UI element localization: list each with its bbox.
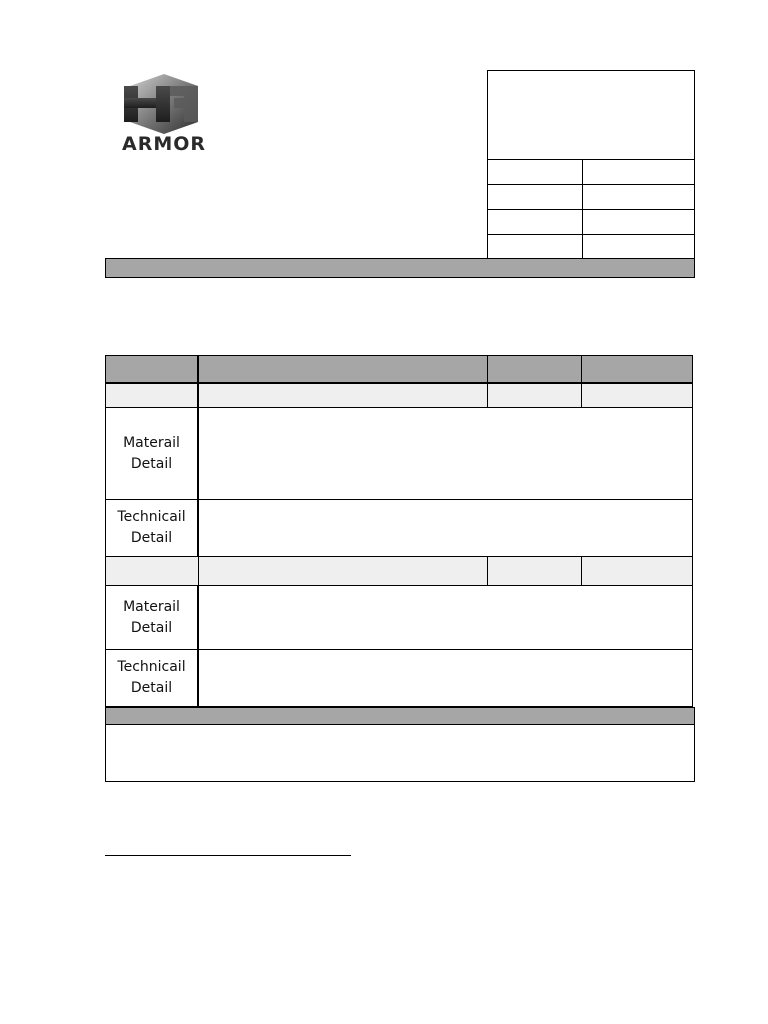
info-box-top-area — [488, 71, 694, 159]
technical-detail-field[interactable] — [198, 499, 693, 557]
logo-wordmark: ARMOR — [121, 133, 207, 155]
info-value[interactable] — [583, 235, 694, 259]
info-label — [488, 160, 583, 184]
table-cell[interactable] — [487, 556, 582, 586]
signature-line — [105, 855, 351, 856]
company-logo — [112, 72, 216, 156]
info-row — [488, 234, 694, 259]
info-value[interactable] — [583, 160, 694, 184]
info-value[interactable] — [583, 210, 694, 234]
info-row — [488, 184, 694, 209]
info-row — [488, 209, 694, 234]
table-cell[interactable] — [581, 556, 693, 586]
info-label — [488, 185, 583, 209]
technical-detail-label: Technicail Detail — [105, 499, 199, 557]
technical-detail-field[interactable] — [198, 649, 693, 707]
table-header-cell — [581, 355, 693, 384]
table-cell[interactable] — [487, 383, 582, 408]
table-header-cell — [487, 355, 582, 384]
material-detail-label: Materail Detail — [105, 585, 199, 650]
section-divider-bar — [105, 258, 695, 278]
material-detail-label: Materail Detail — [105, 407, 199, 500]
notes-heading-bar — [105, 707, 695, 725]
document-info-box — [487, 70, 695, 260]
table-cell[interactable] — [105, 556, 199, 586]
logo-emblem-icon — [112, 72, 216, 136]
technical-detail-label: Technicail Detail — [105, 649, 199, 707]
notes-field[interactable] — [105, 724, 695, 782]
table-cell[interactable] — [581, 383, 693, 408]
material-detail-field[interactable] — [198, 585, 693, 650]
info-row — [488, 159, 694, 184]
info-value[interactable] — [583, 185, 694, 209]
table-header-cell — [198, 355, 488, 384]
table-cell[interactable] — [198, 383, 488, 408]
table-cell[interactable] — [105, 383, 199, 408]
material-detail-field[interactable] — [198, 407, 693, 500]
table-cell[interactable] — [198, 556, 488, 586]
info-label — [488, 210, 583, 234]
table-header-cell — [105, 355, 199, 384]
info-label — [488, 235, 583, 259]
